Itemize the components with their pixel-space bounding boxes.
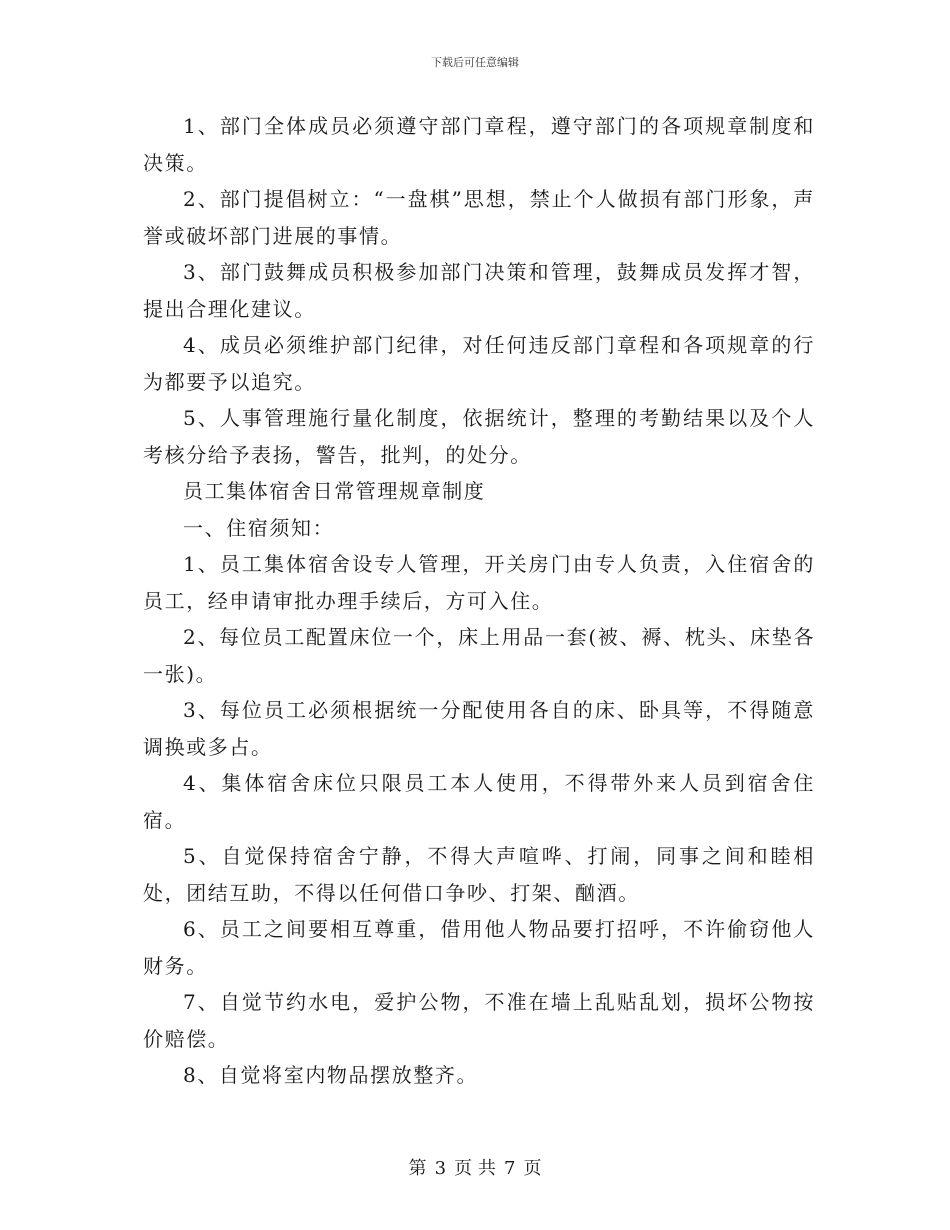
paragraph-dorm-7: 7、自觉节约水电，爱护公物，不准在墙上乱贴乱划，损坏公物按价赔偿。: [143, 990, 815, 1051]
paragraph-dorm-5: 5、自觉保持宿舍宁静，不得大声喧哗、打闹，同事之间和睦相处，团结互助，不得以任何借口争吵、打架、酗酒。: [143, 844, 815, 905]
document-body: [143, 108, 815, 1094]
paragraph-rule-4: 4、成员必须维护部门纪律，对任何违反部门章程和各项规章的行为都要予以追究。: [143, 333, 815, 394]
paragraph-dorm-6: 6、员工之间要相互尊重，借用他人物品要打招呼，不许偷窃他人财务。: [143, 917, 815, 978]
paragraph-rule-2: 2、部门提倡树立：“一盘棋”思想，禁止个人做损有部门形象，声誉或破坏部门进展的事情。: [143, 187, 815, 248]
paragraph-dorm-8: 8、自觉将室内物品摆放整齐。: [183, 1063, 479, 1087]
page-header: 下载后可任意编辑: [431, 56, 519, 69]
page-number-suffix: 页: [523, 1158, 542, 1179]
current-page-number: 3: [434, 1158, 447, 1179]
page-footer: [0, 1154, 950, 1180]
total-pages-number: 7: [503, 1158, 516, 1179]
subsection-heading: 一、住宿须知：: [183, 515, 335, 540]
paragraph-dorm-2: 2、每位员工配置床位一个，床上用品一套(被、褥、枕头、床垫各一张)。: [143, 625, 815, 686]
paragraph-rule-1: 1、部门全体成员必须遵守部门章程，遵守部门的各项规章制度和决策。: [143, 114, 815, 175]
paragraph-rule-3: 3、部门鼓舞成员积极参加部门决策和管理，鼓舞成员发挥才智，提出合理化建议。: [143, 260, 815, 321]
section-title: 员工集体宿舍日常管理规章制度: [183, 479, 486, 503]
page-number-prefix: 第: [408, 1158, 427, 1179]
page-number-middle: 页 共: [454, 1158, 496, 1179]
paragraph-dorm-4: 4、集体宿舍床位只限员工本人使用，不得带外来人员到宿舍住宿。: [143, 771, 815, 832]
paragraph-dorm-3: 3、每位员工必须根据统一分配使用各自的床、卧具等，不得随意调换或多占。: [143, 698, 815, 759]
paragraph-rule-5: 5、人事管理施行量化制度，依据统计，整理的考勤结果以及个人考核分给予表扬，警告，批判，的处分。: [143, 406, 815, 467]
paragraph-dorm-1: 1、员工集体宿舍设专人管理，开关房门由专人负责，入住宿舍的员工，经申请审批办理手续后，方可入住。: [143, 552, 815, 613]
